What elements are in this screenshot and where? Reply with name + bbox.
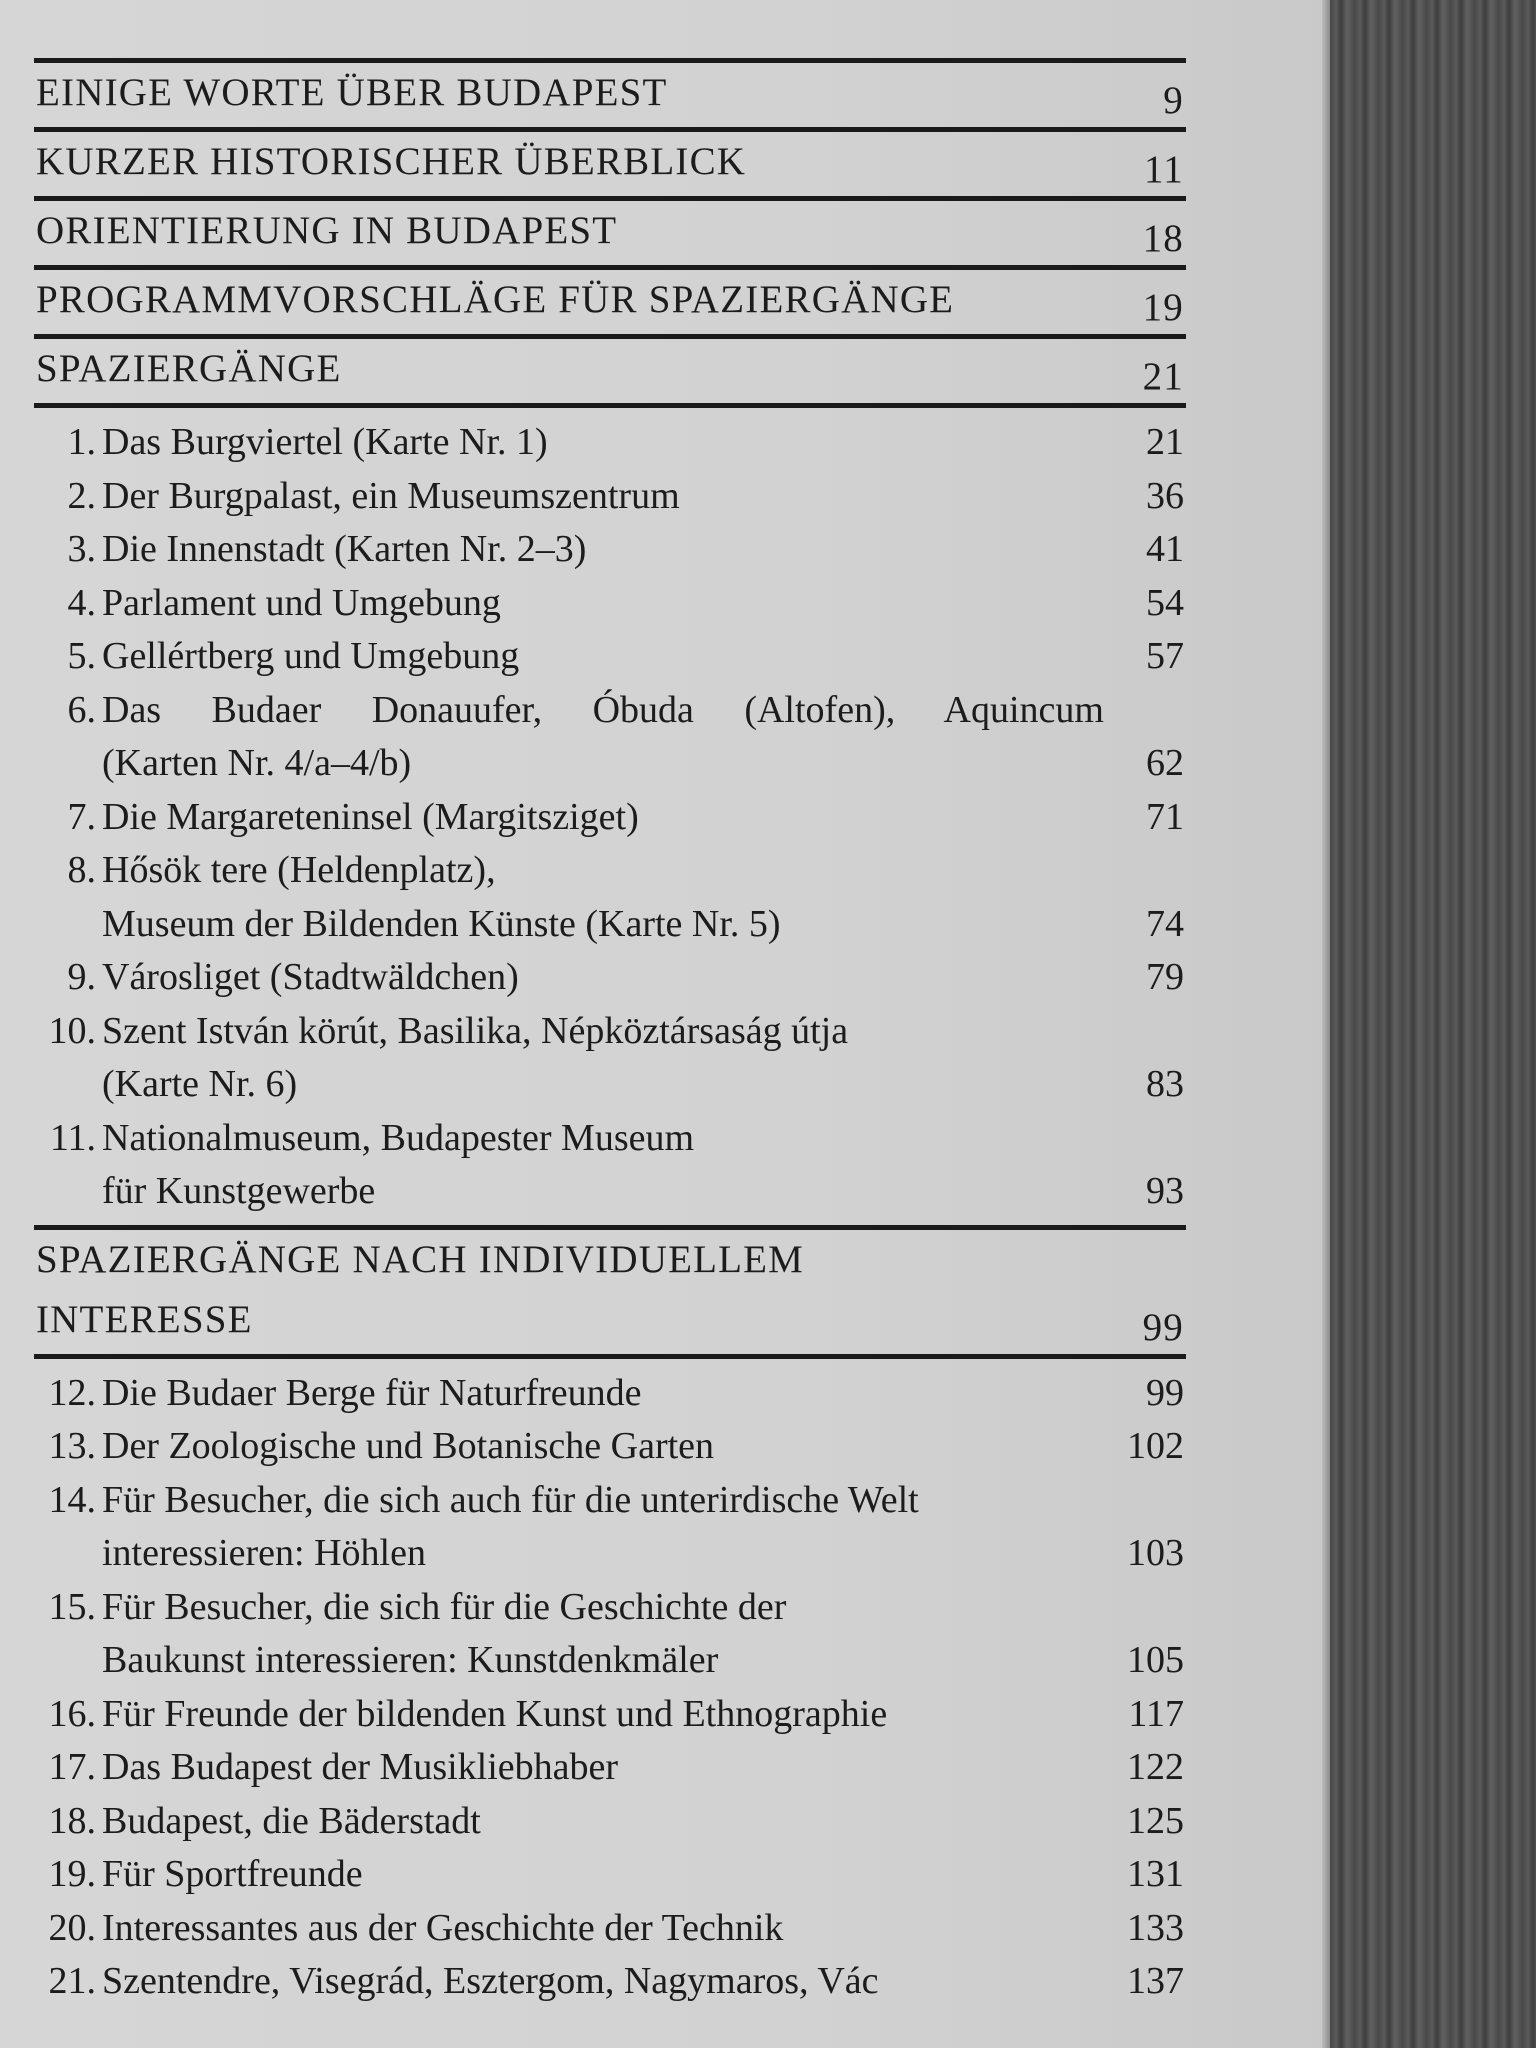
section-heading xyxy=(34,1230,1186,1354)
item-page: 125 xyxy=(1127,1799,1184,1842)
section-title-line: INTERESSE xyxy=(36,1297,253,1341)
item-number: 1. xyxy=(67,421,96,463)
section-title: PROGRAMMVORSCHLÄGE FÜR SPAZIERGÄNGE xyxy=(36,278,955,321)
item-title xyxy=(102,1112,1104,1219)
item-page: 83 xyxy=(1146,1063,1184,1105)
item-title: Für Freunde der bildenden Kunst und Ethnographie xyxy=(102,1692,888,1735)
list-item xyxy=(34,684,1186,791)
item-page: 71 xyxy=(1146,795,1184,838)
list-item xyxy=(34,523,1186,577)
item-number: 20. xyxy=(48,1906,96,1949)
section-heading xyxy=(34,270,1186,334)
interest-list xyxy=(34,1359,1186,2015)
section-page: 11 xyxy=(1144,148,1184,191)
section-heading xyxy=(34,132,1186,196)
item-title: Interessantes aus der Geschichte der Technik xyxy=(102,1906,784,1949)
item-number: 19. xyxy=(48,1853,96,1895)
wooden-surface xyxy=(1330,0,1536,2048)
list-item xyxy=(34,1112,1186,1219)
item-number: 4. xyxy=(67,581,96,624)
list-item xyxy=(34,1367,1186,1421)
section-heading xyxy=(34,201,1186,265)
item-number: 21. xyxy=(48,1960,96,2002)
section-page: 19 xyxy=(1142,286,1184,329)
item-title: Das Budapest der Musikliebhaber xyxy=(102,1746,619,1788)
section-page: 21 xyxy=(1142,355,1184,398)
item-title: Für Sportfreunde xyxy=(102,1853,363,1895)
item-title-line: (Karten Nr. 4/a–4/b) xyxy=(102,742,412,784)
list-item xyxy=(34,470,1186,524)
list-item xyxy=(34,1795,1186,1849)
item-title xyxy=(102,1474,1104,1581)
item-page: 54 xyxy=(1146,581,1184,624)
item-title-line: Das Budaer Donauufer, Óbuda (Altofen), Aquincum xyxy=(102,688,1104,731)
item-number: 14. xyxy=(48,1478,96,1521)
walks-list xyxy=(34,408,1186,1225)
item-number: 15. xyxy=(48,1585,96,1628)
item-number: 9. xyxy=(67,956,96,998)
section-title: KURZER HISTORISCHER ÜBERBLICK xyxy=(36,140,747,183)
item-title-line: (Karte Nr. 6) xyxy=(102,1063,298,1105)
item-number: 16. xyxy=(48,1692,96,1735)
item-number: 18. xyxy=(48,1799,96,1842)
list-item xyxy=(34,1005,1186,1112)
item-page: 99 xyxy=(1146,1371,1184,1414)
item-title: Szentendre, Visegrád, Esztergom, Nagymaros, Vác xyxy=(102,1960,879,2002)
list-item xyxy=(34,1955,1186,2009)
list-item xyxy=(34,791,1186,845)
item-title-line: Für Besucher, die sich auch für die unterirdische Welt xyxy=(102,1478,919,1521)
list-item xyxy=(34,630,1186,684)
item-title: Die Budaer Berge für Naturfreunde xyxy=(102,1371,642,1414)
list-item xyxy=(34,1474,1186,1581)
item-page: 21 xyxy=(1146,421,1184,463)
item-number: 8. xyxy=(67,849,96,891)
item-page: 117 xyxy=(1128,1692,1184,1735)
section-title: SPAZIERGÄNGE xyxy=(36,347,342,390)
item-title: Der Burgpalast, ein Museumszentrum xyxy=(102,474,680,517)
item-title xyxy=(102,1005,1104,1112)
section-page: 9 xyxy=(1163,79,1184,122)
list-item xyxy=(34,1581,1186,1688)
list-item xyxy=(34,1420,1186,1474)
section-page: 99 xyxy=(1142,1305,1184,1349)
list-item xyxy=(34,1848,1186,1902)
item-number: 3. xyxy=(67,528,96,570)
section-heading xyxy=(34,63,1186,127)
item-page: 74 xyxy=(1146,902,1184,945)
item-page: 122 xyxy=(1127,1746,1184,1788)
section-title: ORIENTIERUNG IN BUDAPEST xyxy=(36,209,618,252)
item-title-line: für Kunstgewerbe xyxy=(102,1170,376,1212)
table-of-contents xyxy=(34,58,1186,2015)
item-title-line: Szent István körút, Basilika, Népköztársaság útja xyxy=(102,1009,849,1052)
item-page: 102 xyxy=(1127,1425,1184,1467)
item-title: Das Burgviertel (Karte Nr. 1) xyxy=(102,421,548,463)
section-title xyxy=(36,1230,804,1350)
item-title: Gellértberg und Umgebung xyxy=(102,635,520,677)
item-page: 41 xyxy=(1146,528,1184,570)
list-item xyxy=(34,844,1186,951)
item-number: 5. xyxy=(67,635,96,677)
item-title: Parlament und Umgebung xyxy=(102,581,501,624)
item-title xyxy=(102,684,1104,791)
item-title-line: Hősök tere (Heldenplatz), xyxy=(102,849,496,891)
item-title: Der Zoologische und Botanische Garten xyxy=(102,1425,715,1467)
item-title: Budapest, die Bäderstadt xyxy=(102,1799,481,1842)
item-number: 11. xyxy=(49,1116,96,1159)
item-number: 17. xyxy=(48,1746,96,1788)
section-page: 18 xyxy=(1142,217,1184,260)
item-title-line: interessieren: Höhlen xyxy=(102,1532,426,1574)
item-page: 57 xyxy=(1146,635,1184,677)
item-page: 133 xyxy=(1127,1906,1184,1949)
list-item xyxy=(34,1902,1186,1956)
item-title: Városliget (Stadtwäldchen) xyxy=(102,956,519,998)
item-page: 103 xyxy=(1127,1532,1184,1574)
item-title xyxy=(102,844,1104,951)
item-title: Die Innenstadt (Karten Nr. 2–3) xyxy=(102,528,587,570)
item-title xyxy=(102,1581,1104,1688)
item-title: Die Margareteninsel (Margitsziget) xyxy=(102,795,639,838)
item-title-line: Für Besucher, die sich für die Geschichte der xyxy=(102,1585,787,1628)
item-number: 2. xyxy=(67,474,96,517)
item-title-line: Nationalmuseum, Budapester Museum xyxy=(102,1116,695,1159)
item-page: 36 xyxy=(1146,474,1184,517)
item-title-line: Baukunst interessieren: Kunstdenkmäler xyxy=(102,1639,719,1681)
item-number: 10. xyxy=(48,1009,96,1052)
item-page: 105 xyxy=(1127,1639,1184,1681)
item-number: 6. xyxy=(67,688,96,731)
item-page: 93 xyxy=(1146,1170,1184,1212)
item-title-line: Museum der Bildenden Künste (Karte Nr. 5) xyxy=(102,902,781,945)
item-number: 13. xyxy=(48,1425,96,1467)
section-heading xyxy=(34,339,1186,403)
item-page: 79 xyxy=(1146,956,1184,998)
item-page: 137 xyxy=(1127,1960,1184,2002)
list-item xyxy=(34,1688,1186,1742)
list-item xyxy=(34,577,1186,631)
item-page: 131 xyxy=(1127,1853,1184,1895)
item-page: 62 xyxy=(1146,742,1184,784)
section-title: EINIGE WORTE ÜBER BUDAPEST xyxy=(36,71,668,114)
item-number: 12. xyxy=(48,1371,96,1414)
item-number: 7. xyxy=(67,795,96,838)
section-title-line: SPAZIERGÄNGE NACH INDIVIDUELLEM xyxy=(36,1237,805,1281)
list-item xyxy=(34,1741,1186,1795)
list-item xyxy=(34,951,1186,1005)
list-item xyxy=(34,416,1186,470)
